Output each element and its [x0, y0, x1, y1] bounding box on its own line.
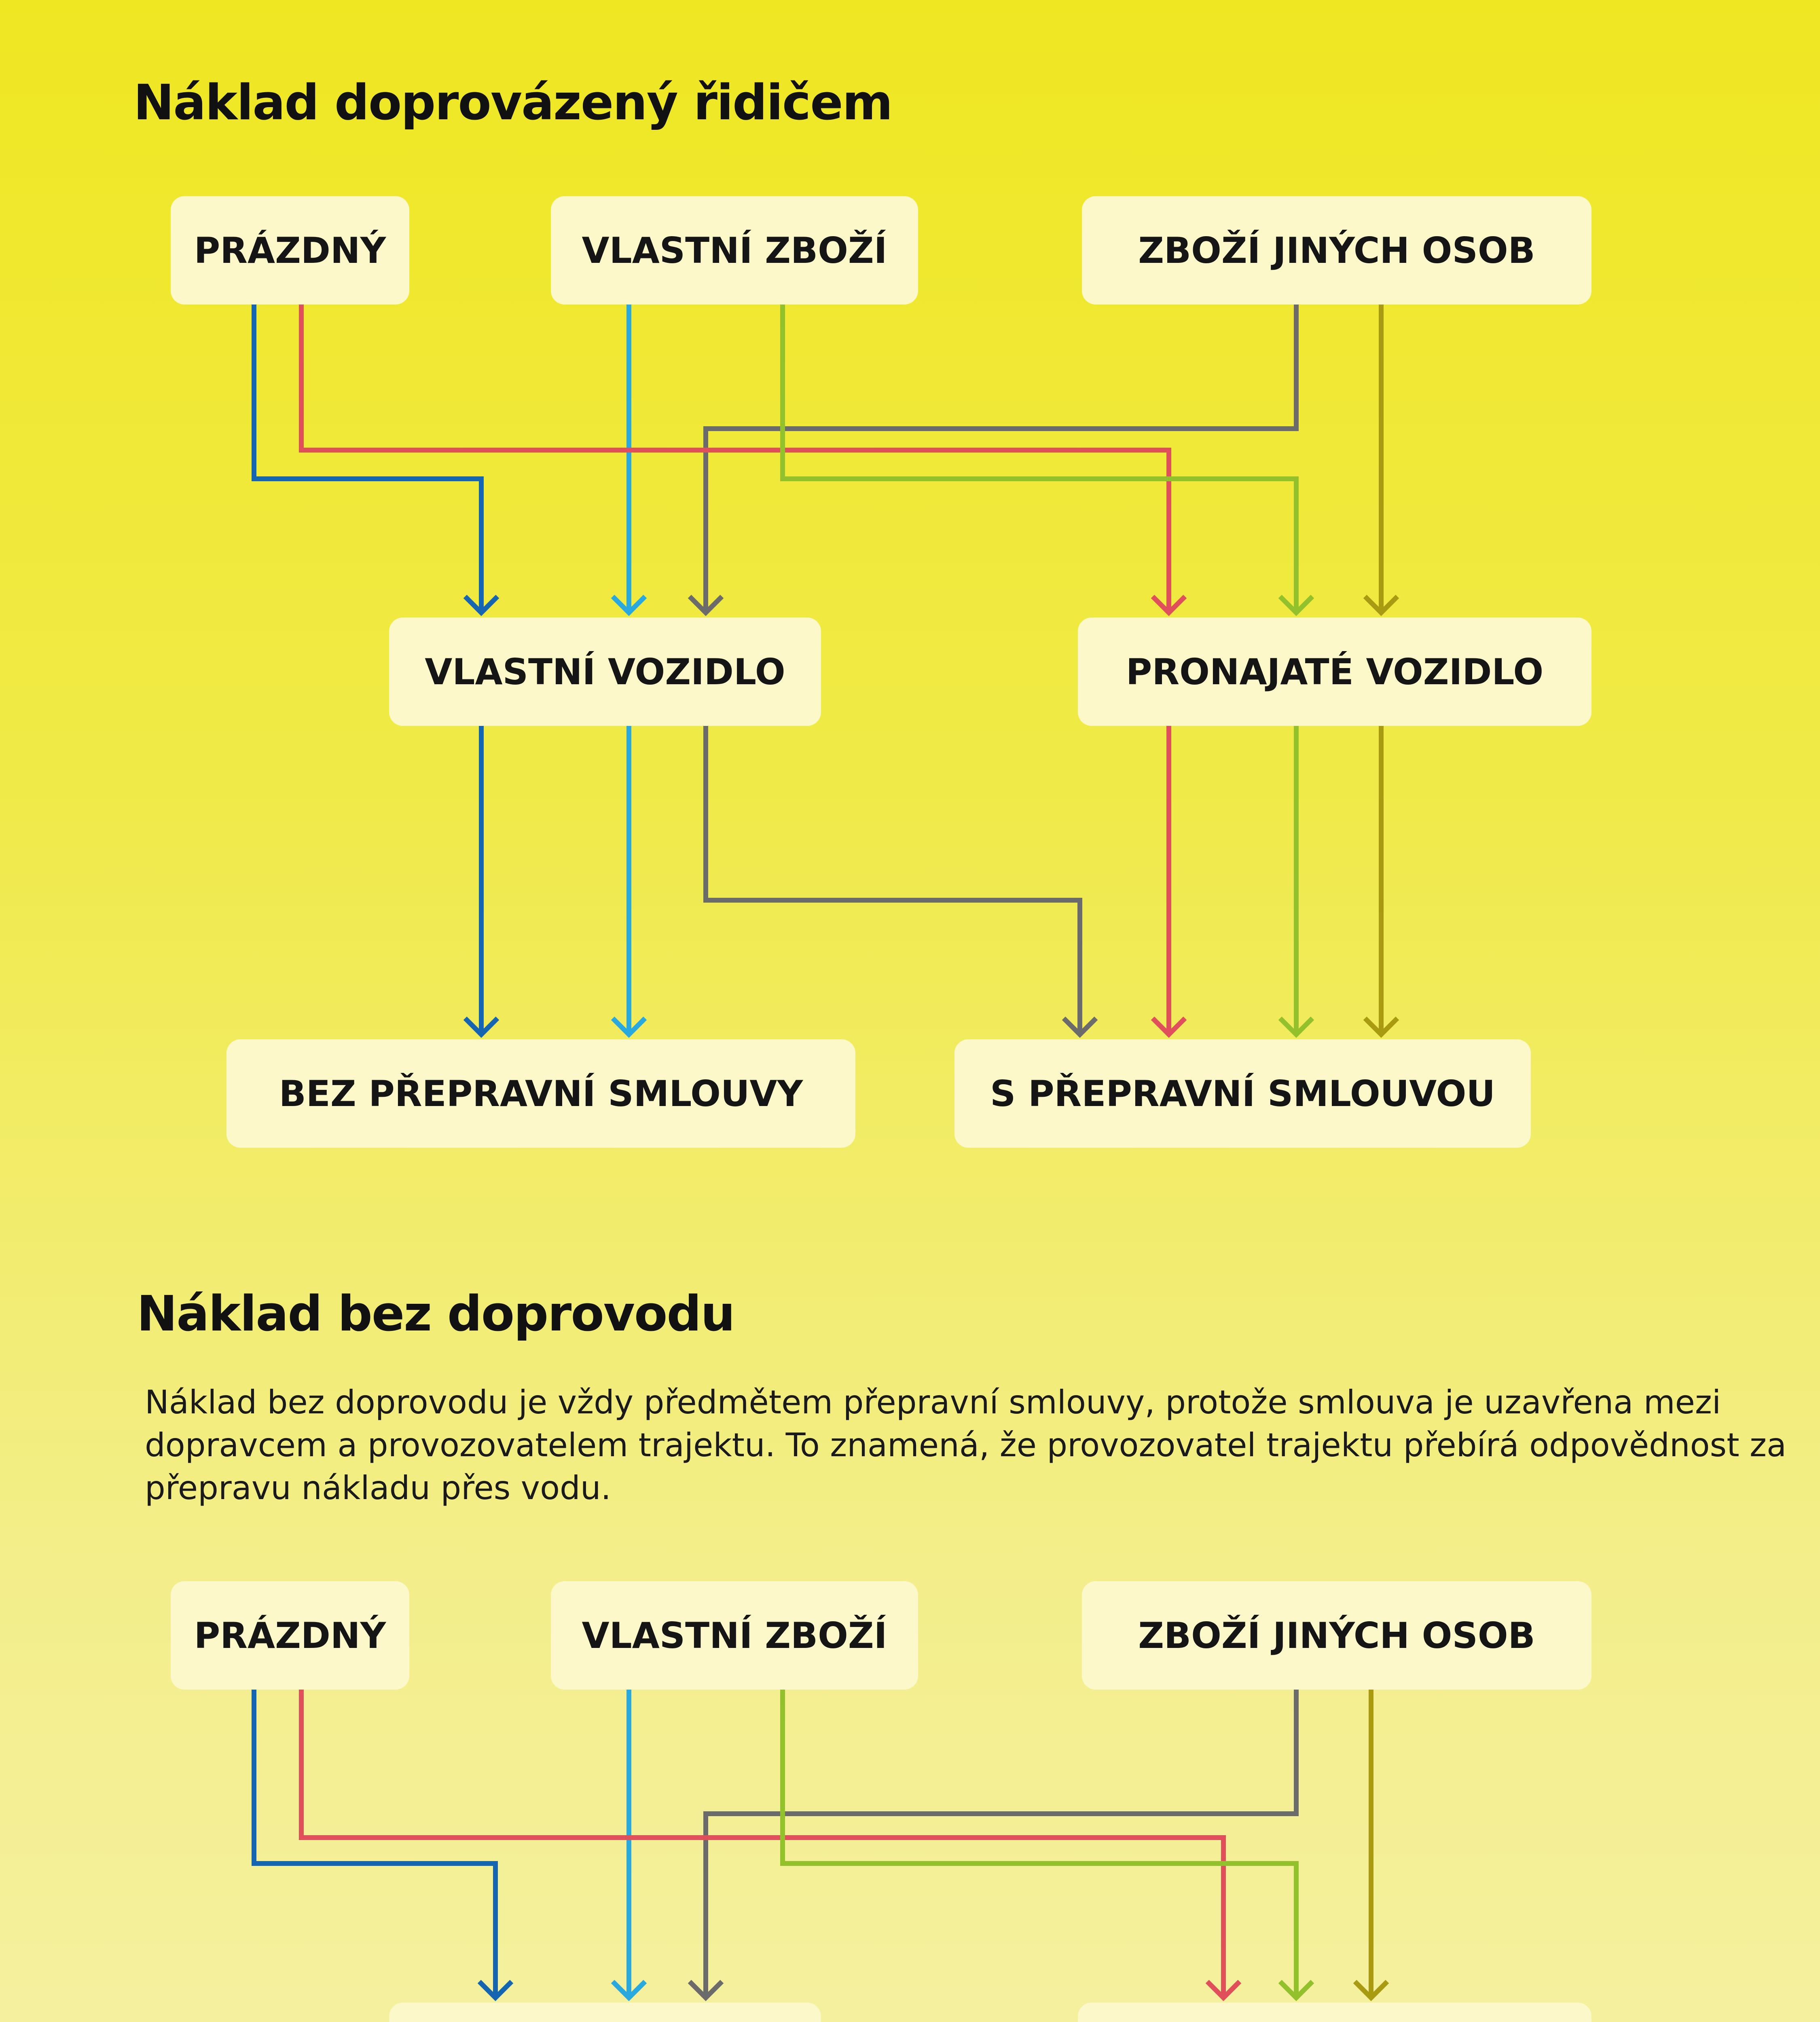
arrow2-other-goods-to-own-vehicle	[690, 1690, 1296, 1998]
node-other-goods: ZBOŽÍ JINÝCH OSOB	[1082, 196, 1591, 305]
arrow-rented-vehicle-to-with-contract-2	[1280, 726, 1312, 1034]
arrow-own-goods-to-own-vehicle	[613, 305, 645, 613]
arrow2-other-goods-to-rented-vehicle	[1355, 1690, 1387, 1998]
node-rented-vehicle-2	[1078, 2003, 1591, 2022]
arrow-other-goods-to-rented-vehicle	[1365, 305, 1397, 613]
node-with-contract: S PŘEPRAVNÍ SMLOUVOU	[954, 1039, 1531, 1148]
node-rented-vehicle: PRONAJATÉ VOZIDLO	[1078, 618, 1591, 726]
arrow2-own-goods-to-own-vehicle	[613, 1690, 645, 1998]
section1-title: Náklad doprovázený řidičem	[133, 75, 892, 131]
arrow-rented-vehicle-to-with-contract-3	[1365, 726, 1397, 1034]
node-without-contract: BEZ PŘEPRAVNÍ SMLOUVY	[226, 1039, 855, 1148]
arrow-own-vehicle-to-with-contract	[706, 726, 1096, 1034]
arrow-own-goods-to-rented-vehicle	[783, 305, 1312, 613]
arrow-empty-to-rented-vehicle	[301, 305, 1185, 613]
section2-description: Náklad bez doprovodu je vždy předmětem přepravní smlouvy, protože smlouva je uzavřena mezi dopravcem a provozovatelem trajektu. To znamená, že provozovatel trajektu přebírá odpovědnost za přepravu nákladu přes vodu.	[145, 1383, 1787, 1507]
arrow-rented-vehicle-to-with-contract-1	[1153, 726, 1185, 1034]
node-own-vehicle-2	[389, 2003, 821, 2022]
arrow2-empty-to-rented-vehicle	[301, 1690, 1240, 1998]
arrow2-own-goods-to-rented-vehicle	[783, 1690, 1312, 1998]
cropped-text-remnant	[121, 0, 202, 3]
arrow-other-goods-to-own-vehicle	[690, 305, 1296, 613]
arrow2-empty-to-own-vehicle	[254, 1690, 512, 1998]
node-own-vehicle: VLASTNÍ VOZIDLO	[389, 618, 821, 726]
arrow-own-vehicle-to-without-contract-2	[613, 726, 645, 1034]
node-other-goods-2: ZBOŽÍ JINÝCH OSOB	[1082, 1581, 1591, 1690]
node-empty: PRÁZDNÝ	[171, 196, 409, 305]
node-empty-2: PRÁZDNÝ	[171, 1581, 409, 1690]
section2-title: Náklad bez doprovodu	[137, 1286, 734, 1342]
node-own-goods: VLASTNÍ ZBOŽÍ	[551, 196, 918, 305]
arrow-empty-to-own-vehicle	[254, 305, 497, 613]
node-own-goods-2: VLASTNÍ ZBOŽÍ	[551, 1581, 918, 1690]
arrow-own-vehicle-to-without-contract-1	[465, 726, 497, 1034]
